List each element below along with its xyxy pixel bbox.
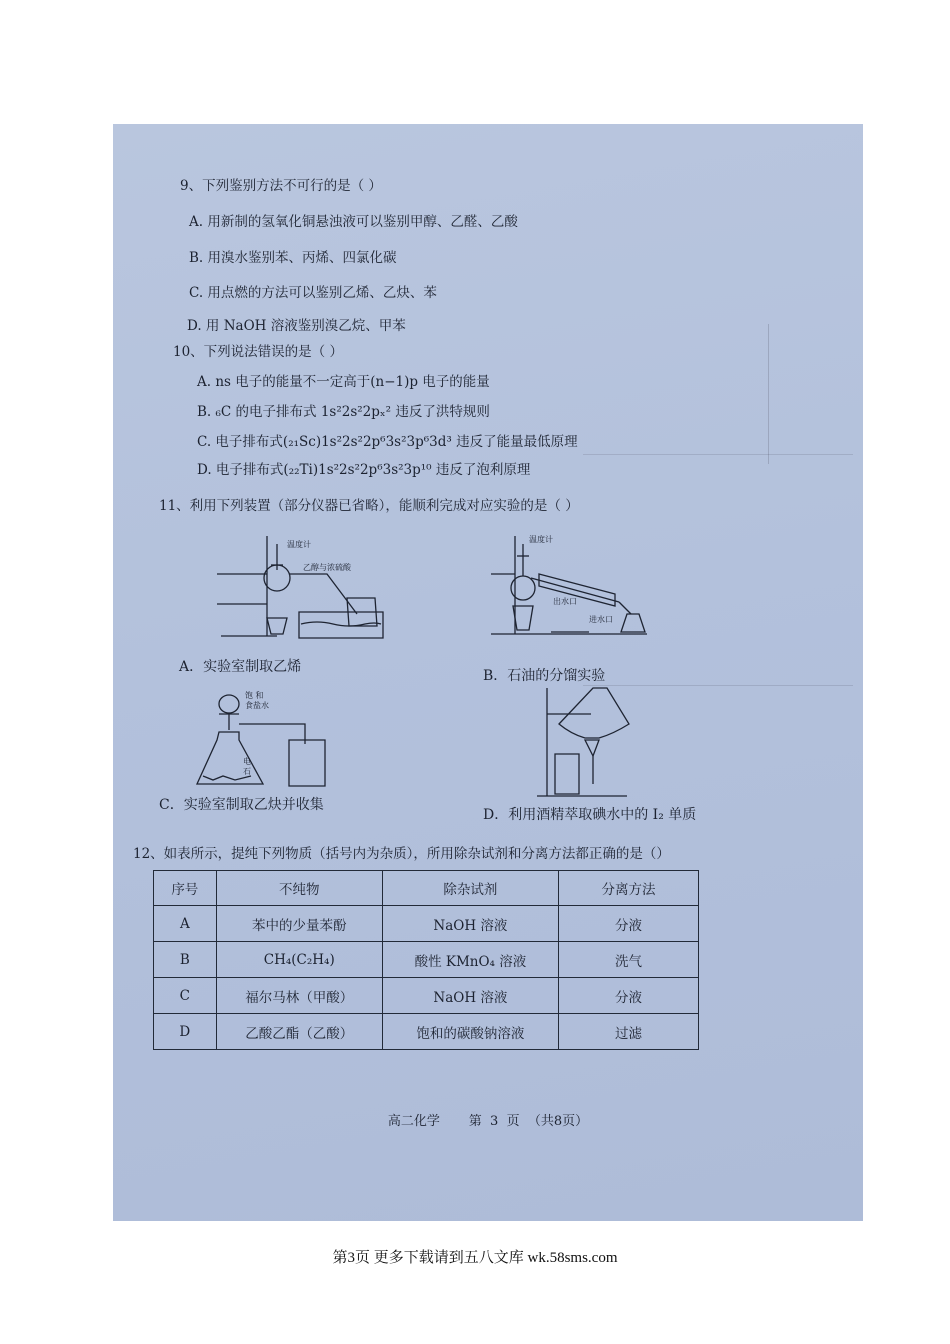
cell-impure: 福尔马林（甲酸） bbox=[216, 978, 382, 1014]
header-reagent: 除杂试剂 bbox=[382, 871, 558, 906]
table-row bbox=[154, 1014, 699, 1050]
apparatus-c-acetylene bbox=[193, 684, 333, 792]
caption-a: A．实验室制取乙烯 bbox=[179, 659, 302, 675]
cell-reagent: 饱和的碳酸钠溶液 bbox=[382, 1014, 558, 1050]
q9-option-c: C. 用点燃的方法可以鉴别乙烯、乙炔、苯 bbox=[189, 285, 437, 301]
label-c-solid-2: 石 bbox=[243, 767, 251, 776]
label-c-funnel-2: 食盐水 bbox=[245, 701, 269, 710]
q12-table bbox=[153, 870, 699, 1050]
label-a-thermometer: 温度计 bbox=[287, 540, 311, 549]
cell-reagent: NaOH 溶液 bbox=[382, 906, 558, 942]
header-impure: 不纯物 bbox=[216, 871, 382, 906]
cell-index: D bbox=[154, 1014, 217, 1050]
label-a-flask: 乙醇与浓硫酸 bbox=[303, 563, 351, 572]
header-method: 分离方法 bbox=[558, 871, 698, 906]
caption-d: D．利用酒精萃取碘水中的 I₂ 单质 bbox=[483, 807, 697, 823]
caption-c: C．实验室制取乙炔并收集 bbox=[159, 797, 324, 813]
cell-impure: 苯中的少量苯酚 bbox=[216, 906, 382, 942]
table-row bbox=[154, 906, 699, 942]
cell-method: 分液 bbox=[558, 906, 698, 942]
apparatus-a-ethylene bbox=[207, 534, 387, 644]
apparatus-b-distillation bbox=[491, 534, 661, 644]
q9-option-b: B. 用溴水鉴别苯、丙烯、四氯化碳 bbox=[189, 250, 397, 266]
table-row bbox=[154, 978, 699, 1014]
exam-page-footer: 高二化学 第 3 页 （共8页） bbox=[387, 1114, 589, 1129]
cell-index: A bbox=[154, 906, 217, 942]
q10-option-a: A. ns 电子的能量不一定高于(n−1)p 电子的能量 bbox=[197, 374, 490, 390]
cell-method: 洗气 bbox=[558, 942, 698, 978]
q9-option-d: D. 用 NaOH 溶液鉴别溴乙烷、甲苯 bbox=[187, 318, 406, 334]
q10-option-c: C. 电子排布式(₂₁Sc)1s²2s²2p⁶3s²3p⁶3d³ 违反了能量最低原理 bbox=[197, 434, 578, 450]
cell-index: C bbox=[154, 978, 217, 1014]
cell-method: 分液 bbox=[558, 978, 698, 1014]
bleed-through-text bbox=[768, 324, 859, 464]
q9-stem: 9、下列鉴别方法不可行的是（ ） bbox=[180, 178, 382, 194]
q10-option-d: D. 电子排布式(₂₂Ti)1s²2s²2p⁶3s²3p¹⁰ 违反了泡利原理 bbox=[197, 462, 531, 478]
label-b-water-out: 出水口 bbox=[553, 597, 577, 606]
table-header-row bbox=[154, 871, 699, 906]
cell-impure: 乙酸乙酯（乙酸） bbox=[216, 1014, 382, 1050]
caption-b: B．石油的分馏实验 bbox=[483, 668, 606, 684]
apparatus-d-extraction bbox=[537, 684, 657, 804]
download-caption: 第3页 更多下载请到五八文库 wk.58sms.com bbox=[332, 1250, 618, 1266]
cell-reagent: NaOH 溶液 bbox=[382, 978, 558, 1014]
q10-stem: 10、下列说法错误的是（ ） bbox=[173, 344, 343, 360]
q9-option-a: A. 用新制的氢氧化铜悬浊液可以鉴别甲醇、乙醛、乙酸 bbox=[189, 214, 518, 230]
q12-stem: 12、如表所示，提纯下列物质（括号内为杂质），所用除杂试剂和分离方法都正确的是（） bbox=[133, 846, 670, 862]
cell-reagent: 酸性 KMnO₄ 溶液 bbox=[382, 942, 558, 978]
cell-impure: CH₄(C₂H₄) bbox=[216, 942, 382, 978]
label-c-solid: 电 bbox=[243, 757, 251, 766]
q10-option-b: B. ₆C 的电子排布式 1s²2s²2pₓ² 违反了洪特规则 bbox=[197, 404, 490, 420]
header-index: 序号 bbox=[154, 871, 217, 906]
cell-method: 过滤 bbox=[558, 1014, 698, 1050]
table-row bbox=[154, 942, 699, 978]
label-c-funnel: 饱 和 bbox=[245, 691, 264, 700]
exam-page-photo bbox=[113, 124, 863, 1221]
label-b-water-in: 进水口 bbox=[589, 615, 613, 624]
label-b-thermometer: 温度计 bbox=[529, 535, 553, 544]
cell-index: B bbox=[154, 942, 217, 978]
q11-stem: 11、利用下列装置（部分仪器已省略），能顺利完成对应实验的是（ ） bbox=[159, 498, 579, 514]
